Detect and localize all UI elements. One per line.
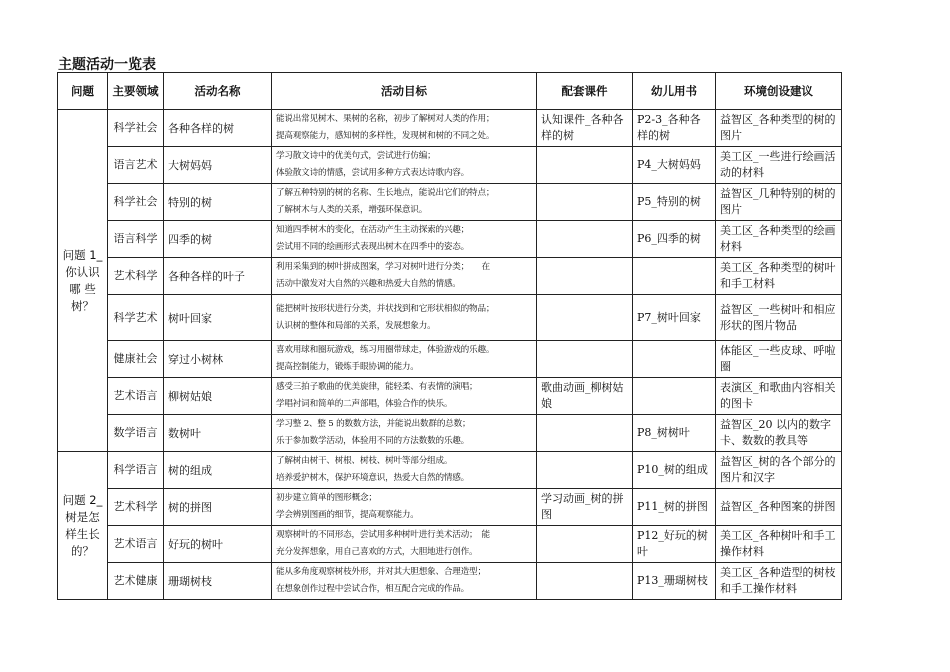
goal-line-1: 能把树叶按形状进行分类，并状找到和它形状相似的物品； bbox=[276, 303, 495, 314]
goal-line-1: 学习散文诗中的优美句式，尝试进行仿编； bbox=[276, 151, 436, 161]
domain-cell: 语言科学 bbox=[108, 221, 164, 258]
activity-name-cell: 树叶回家 bbox=[164, 295, 272, 341]
children-book-cell: P11_树的拼图 bbox=[633, 489, 716, 526]
goal-line-2: 提高控制能力，锻炼手眼协调的能力。 bbox=[276, 362, 419, 372]
children-book-cell bbox=[633, 341, 716, 378]
goal-line-2: 乐于参加数学活动，体验用不同的方法数数的乐趣。 bbox=[276, 436, 470, 446]
header-issue: 问题 bbox=[58, 73, 108, 110]
goal-line-1: 了解五种特别的树的名称、生长地点，能说出它们的特点； bbox=[276, 188, 495, 198]
activity-goal-cell bbox=[272, 221, 537, 258]
domain-cell: 语言艺术 bbox=[108, 147, 164, 184]
children-book-cell: P7_树叶回家 bbox=[633, 295, 716, 341]
courseware-cell bbox=[537, 221, 633, 258]
goal-line-2: 认识树的整体和局部的关系，发展想象力。 bbox=[276, 320, 436, 331]
children-book-cell: P2-3_各种各样的树 bbox=[633, 110, 716, 147]
issue-cell: 问题 1_你认识哪 些树？ bbox=[58, 110, 108, 452]
activity-goal-cell bbox=[272, 258, 537, 295]
children-book-cell: P10_树的组成 bbox=[633, 452, 716, 489]
goal-line-2: 在想象创作过程中尝试合作，相互配合完成的作品。 bbox=[276, 584, 470, 594]
domain-cell: 科学语言 bbox=[108, 452, 164, 489]
children-book-cell: P4_大树妈妈 bbox=[633, 147, 716, 184]
courseware-cell: 歌曲动画_柳树姑娘 bbox=[537, 378, 633, 415]
activity-goal-cell bbox=[272, 526, 537, 563]
goal-line-2: 尝试用不同的绘画形式表现出树木在四季中的姿态。 bbox=[276, 242, 470, 252]
goal-line-2: 培养爱护树木，保护环境意识，热爱大自然的情感。 bbox=[276, 473, 470, 483]
activity-name-cell: 四季的树 bbox=[164, 221, 272, 258]
courseware-cell bbox=[537, 526, 633, 563]
table-row bbox=[58, 184, 842, 221]
table-row bbox=[58, 452, 842, 489]
activity-name-cell: 大树妈妈 bbox=[164, 147, 272, 184]
table-row bbox=[58, 341, 842, 378]
goal-line-1: 能说出常见树木、果树的名称，初步了解树对人类的作用； bbox=[276, 114, 495, 124]
page-title: 主题活动一览表 bbox=[58, 57, 156, 73]
children-book-cell: P12_好玩的树叶 bbox=[633, 526, 716, 563]
goal-line-1: 知道四季树木的变化，在活动产生主动探索的兴趣； bbox=[276, 225, 470, 235]
courseware-cell: 学习动画_树的拼图 bbox=[537, 489, 633, 526]
domain-cell: 科学社会 bbox=[108, 184, 164, 221]
activity-name-cell: 特别的树 bbox=[164, 184, 272, 221]
activity-name-cell: 数树叶 bbox=[164, 415, 272, 452]
children-book-cell: P5_特别的树 bbox=[633, 184, 716, 221]
environment-cell: 美工区_各种树叶和手工操作材料 bbox=[716, 526, 842, 563]
children-book-cell: P8_树树叶 bbox=[633, 415, 716, 452]
environment-cell: 益智区_几种特别的树的图片 bbox=[716, 184, 842, 221]
environment-cell: 体能区_一些皮球、呼啦圈 bbox=[716, 341, 842, 378]
activity-goal-cell bbox=[272, 295, 537, 341]
table-row bbox=[58, 415, 842, 452]
children-book-cell: P13_珊瑚树枝 bbox=[633, 563, 716, 600]
header-courseware: 配套课件 bbox=[537, 73, 633, 110]
header-row bbox=[58, 73, 842, 110]
activity-name-cell: 珊瑚树枝 bbox=[164, 563, 272, 600]
goal-line-2: 充分发挥想象，用自己喜欢的方式，大胆地进行创作。 bbox=[276, 547, 478, 557]
issue-cell: 问题 2_树是怎样生长的？ bbox=[58, 452, 108, 600]
environment-cell: 美工区_各种类型的绘画材料 bbox=[716, 221, 842, 258]
courseware-cell bbox=[537, 563, 633, 600]
domain-cell: 艺术语言 bbox=[108, 378, 164, 415]
goal-line-1: 了解树由树干、树根、树枝、树叶等部分组成。 bbox=[276, 456, 453, 466]
environment-cell: 美工区_各种类型的树叶和手工材料 bbox=[716, 258, 842, 295]
goal-line-1: 能从多角度观察树枝外形，并对其大胆想象、合理造型； bbox=[276, 567, 486, 577]
activity-name-cell: 好玩的树叶 bbox=[164, 526, 272, 563]
goal-line-1: 感受三拍子歌曲的优美旋律，能轻柔、有表情的演唱； bbox=[276, 382, 478, 392]
table-row bbox=[58, 147, 842, 184]
goal-line-2: 学会辨别图画的细节，提高观察能力。 bbox=[276, 510, 419, 520]
goal-line-1: 喜欢用球和圈玩游戏，练习用圈带球走，体验游戏的乐趣。 bbox=[276, 345, 495, 355]
children-book-cell bbox=[633, 258, 716, 295]
header-children-book: 幼儿用书 bbox=[633, 73, 716, 110]
children-book-cell bbox=[633, 378, 716, 415]
goal-line-2: 了解树木与人类的关系，增强环保意识。 bbox=[276, 205, 428, 215]
goal-line-2: 体验散文诗的情感，尝试用多种方式表达诗歌内容。 bbox=[276, 168, 470, 178]
domain-cell: 健康社会 bbox=[108, 341, 164, 378]
table-row bbox=[58, 378, 842, 415]
courseware-cell bbox=[537, 184, 633, 221]
header-environment: 环境创设建议 bbox=[716, 73, 842, 110]
activity-goal-cell bbox=[272, 452, 537, 489]
header-activity-name: 活动名称 bbox=[164, 73, 272, 110]
courseware-cell bbox=[537, 415, 633, 452]
activity-name-cell: 柳树姑娘 bbox=[164, 378, 272, 415]
domain-cell: 艺术科学 bbox=[108, 489, 164, 526]
domain-cell: 艺术语言 bbox=[108, 526, 164, 563]
environment-cell: 表演区_和歌曲内容相关的图卡 bbox=[716, 378, 842, 415]
domain-cell: 科学艺术 bbox=[108, 295, 164, 341]
courseware-cell bbox=[537, 258, 633, 295]
activity-goal-cell bbox=[272, 341, 537, 378]
domain-cell: 数学语言 bbox=[108, 415, 164, 452]
activity-goal-cell bbox=[272, 563, 537, 600]
activity-name-cell: 树的组成 bbox=[164, 452, 272, 489]
environment-cell: 益智区_一些树叶和相应形状的图片物品 bbox=[716, 295, 842, 341]
activity-goal-cell bbox=[272, 415, 537, 452]
goal-line-2: 提高观察能力，感知树的多样性，发现树和树的不同之处。 bbox=[276, 131, 495, 141]
table-row bbox=[58, 489, 842, 526]
header-activity-goal: 活动目标 bbox=[272, 73, 537, 110]
activity-name-cell: 穿过小树林 bbox=[164, 341, 272, 378]
table-row bbox=[58, 295, 842, 341]
activity-name-cell: 各种各样的叶子 bbox=[164, 258, 272, 295]
table-row bbox=[58, 221, 842, 258]
goal-line-1: 学习整 2、整 5 的数数方法，并能说出数群的总数； bbox=[276, 419, 471, 429]
courseware-cell: 认知课件_各种各样的树 bbox=[537, 110, 633, 147]
goal-line-1: 利用采集到的树叶拼成图案，学习对树叶进行分类； 在 bbox=[276, 262, 490, 272]
courseware-cell bbox=[537, 341, 633, 378]
table-row bbox=[58, 110, 842, 147]
environment-cell: 美工区_各种造型的树枝和手工操作材料 bbox=[716, 563, 842, 600]
domain-cell: 艺术科学 bbox=[108, 258, 164, 295]
activity-goal-cell bbox=[272, 110, 537, 147]
activity-name-cell: 各种各样的树 bbox=[164, 110, 272, 147]
courseware-cell bbox=[537, 147, 633, 184]
activity-table bbox=[57, 72, 842, 600]
environment-cell: 美工区_一些进行绘画活动的材料 bbox=[716, 147, 842, 184]
domain-cell: 艺术健康 bbox=[108, 563, 164, 600]
activity-goal-cell bbox=[272, 378, 537, 415]
courseware-cell bbox=[537, 295, 633, 341]
goal-line-2: 活动中激发对大自然的兴趣和热爱大自然的情感。 bbox=[276, 279, 461, 289]
environment-cell: 益智区_各种类型的树的图片 bbox=[716, 110, 842, 147]
environment-cell: 益智区_各种图案的拼图 bbox=[716, 489, 842, 526]
activity-goal-cell bbox=[272, 147, 537, 184]
goal-line-1: 观察树叶的不同形态，尝试用多种树叶进行美术活动； 能 bbox=[276, 530, 490, 540]
table-row bbox=[58, 526, 842, 563]
environment-cell: 益智区_20 以内的数字卡、数数的教具等 bbox=[716, 415, 842, 452]
courseware-cell bbox=[537, 452, 633, 489]
header-domain: 主要领域 bbox=[108, 73, 164, 110]
activity-goal-cell bbox=[272, 184, 537, 221]
domain-cell: 科学社会 bbox=[108, 110, 164, 147]
table-row bbox=[58, 258, 842, 295]
goal-line-1: 初步建立简单的图形概念； bbox=[276, 493, 377, 503]
children-book-cell: P6_四季的树 bbox=[633, 221, 716, 258]
goal-line-2: 学唱衬词和简单的二声部唱，体验合作的快乐。 bbox=[276, 399, 453, 409]
environment-cell: 益智区_树的各个部分的图片和汉字 bbox=[716, 452, 842, 489]
activity-name-cell: 树的拼图 bbox=[164, 489, 272, 526]
activity-goal-cell bbox=[272, 489, 537, 526]
table-row bbox=[58, 563, 842, 600]
